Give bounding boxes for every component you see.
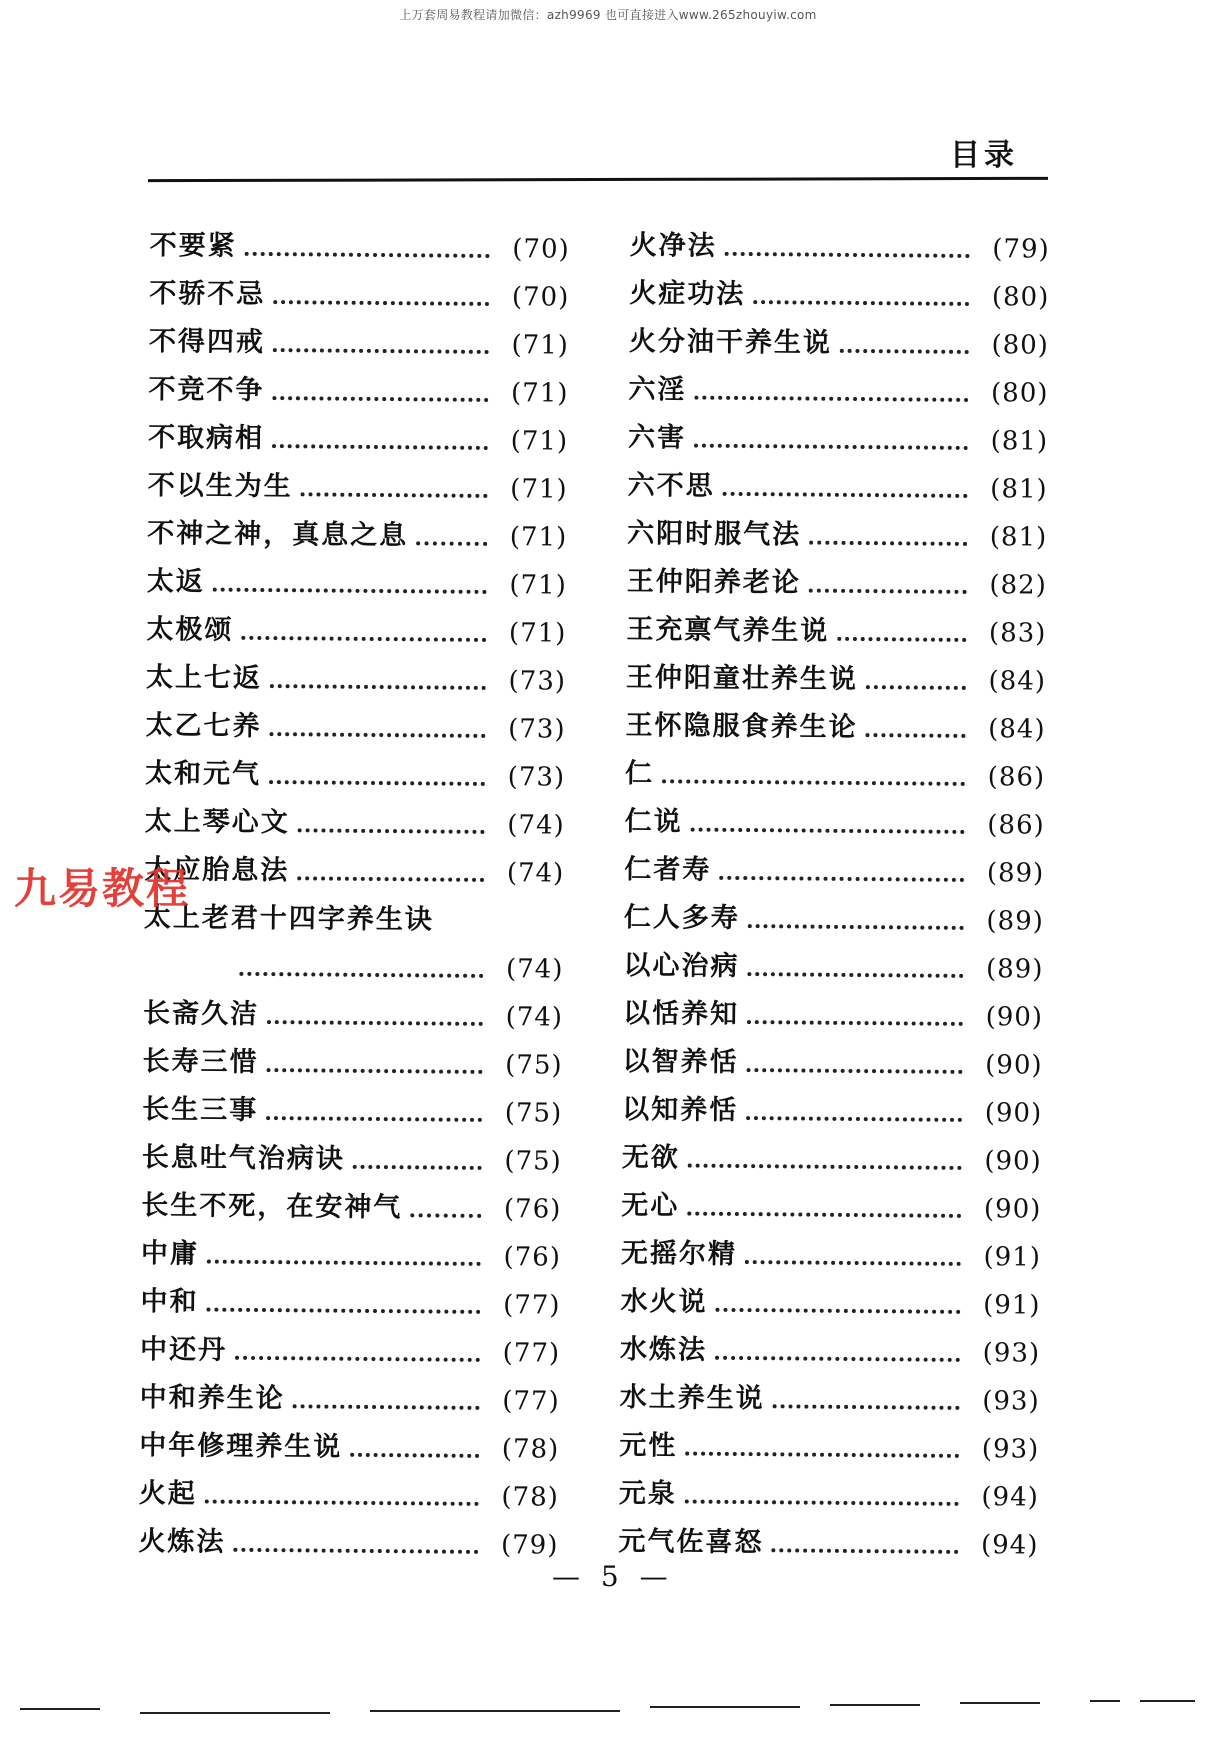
toc-leader-dots [233,1548,478,1554]
toc-entry [142,1080,562,1132]
toc-entry-title: 不骄不忌 [149,277,266,311]
toc-entry [144,888,564,940]
toc-entry [627,456,1047,508]
toc-leader-dots [241,636,486,642]
toc-entry [147,456,567,508]
toc-entry-title: 长生不死，在安神气 [141,1189,403,1224]
toc-entry-page: (75) [504,1146,562,1177]
toc-entry-page: (70) [512,234,570,265]
scan-mark [650,1706,800,1708]
toc-entry [628,360,1048,412]
toc-entry-title: 仁者寿 [624,853,712,886]
toc-entry-page: (80) [991,330,1050,361]
toc-entry [142,1032,562,1084]
toc-left-column [138,216,570,1564]
toc-entry-page: (82) [989,570,1047,601]
toc-entry-title: 无摇尔精 [620,1237,738,1270]
toc-entry-page: (89) [985,954,1044,985]
toc-entry-page: (91) [983,1290,1041,1321]
toc-entry-page: (75) [504,1098,563,1129]
toc-entry-page: (71) [509,570,567,601]
toc-entry-title: 王充禀气养生说 [626,613,830,647]
scan-mark [1140,1700,1195,1702]
toc-leader-dots [691,828,965,834]
toc-leader-dots [747,1068,963,1074]
toc-leader-dots [205,1500,479,1506]
toc-entry-title: 太上七返 [145,661,263,694]
toc-entry-page: (75) [505,1050,563,1081]
scan-mark [830,1704,920,1706]
toc-entry-title: 以知养恬 [622,1093,739,1126]
toc-entry [621,1176,1041,1228]
toc-entry-page: (71) [509,522,568,553]
toc-entry-title: 王仲阳养老论 [626,565,801,599]
toc-leader-dots [269,732,485,738]
toc-entry-page: (94) [981,1482,1039,1513]
toc-leader-dots [771,1548,958,1554]
toc-entry [628,408,1048,460]
toc-entry-title: 太和元气 [144,757,262,790]
toc-leader-dots [273,300,489,306]
scan-mark [20,1708,100,1710]
toc-leader-dots [270,684,486,690]
toc-entry-title: 水火说 [620,1285,708,1318]
page-title: 目录 [950,138,1018,173]
toc-leader-dots [694,396,968,402]
toc-entry-page: (86) [987,762,1046,793]
toc-entry-title: 王仲阳童壮养生说 [625,661,859,696]
toc-leader-dots [837,637,966,642]
toc-entry-title: 元泉 [618,1477,677,1510]
toc-leader-dots [297,876,484,882]
toc-entry [624,888,1044,940]
toc-entry-page: (74) [505,954,564,985]
toc-leader-dots [866,685,966,690]
toc-leader-dots [685,1452,959,1458]
toc-entry-title: 太极颂 [146,613,234,646]
toc-entry-title: 不要紧 [149,229,237,262]
toc-leader-dots [267,1020,483,1026]
toc-entry-title: 六害 [627,421,687,454]
scan-mark [960,1702,1040,1704]
toc-entry-title: 仁 [624,757,655,790]
toc-entry [622,1032,1042,1084]
toc-entry [627,552,1047,604]
toc-entry-title: 以恬养知 [622,997,740,1030]
toc-entry [619,1416,1039,1468]
toc-entry [145,792,565,844]
toc-entry-title: 太上老君十四字养生诀 [143,901,435,936]
toc-entry-title: 仁说 [624,805,683,838]
toc-entry-page: (77) [502,1338,561,1369]
toc-entry-page: (94) [980,1530,1039,1561]
toc-leader-dots [272,444,488,450]
toc-entry [141,1224,561,1276]
toc-entry [140,1272,560,1324]
toc-entry [138,1512,558,1564]
toc-leader-dots [213,588,487,594]
toc-entry-page: (90) [983,1194,1042,1225]
toc-entry [147,504,567,556]
toc-entry-page: (77) [503,1290,561,1321]
toc-leader-dots [207,1260,481,1266]
top-banner: 上万套周易教程请加微信：azh9969 也可直接进入www.265zhouyiw.com [399,8,817,22]
toc-entry-title: 长生三事 [142,1093,259,1126]
toc-entry [146,600,566,652]
toc-entry-page: (89) [986,906,1044,937]
scan-mark [140,1712,330,1714]
toc-entry [140,1368,560,1420]
toc-entry [630,216,1050,268]
toc-leader-dots [809,589,967,594]
toc-entry [144,840,564,892]
toc-entry-title: 以智养恬 [622,1045,739,1078]
toc-leader-dots [206,1308,480,1314]
toc-entry-title: 元气佐喜怒 [618,1525,764,1559]
toc-entry-page: (84) [988,666,1047,697]
toc-entry-page: (74) [507,810,565,841]
page-number: — 5 — [552,1560,674,1593]
toc-entry-title: 中还丹 [139,1333,228,1366]
toc-leader-dots [239,972,483,978]
toc-entry-title: 六不思 [627,469,715,502]
toc-entry [620,1368,1040,1420]
toc-entry [625,744,1045,796]
toc-entry-page: (90) [984,1098,1043,1129]
toc-entry [626,648,1046,700]
toc-leader-dots [353,1165,482,1170]
toc-leader-dots [687,1212,961,1218]
toc-leader-dots [273,348,489,354]
toc-entry [147,552,567,604]
toc-leader-dots [747,1020,963,1026]
toc-entry-title: 太乙七养 [145,709,262,742]
toc-entry-title: 火净法 [629,229,717,262]
toc-leader-dots [719,876,964,882]
toc-entry [141,1176,561,1228]
toc-entry-page: (89) [986,858,1045,889]
toc-leader-dots [267,1068,483,1074]
toc-entry-title: 长息吐气治病诀 [141,1141,345,1175]
toc-entry [149,312,569,364]
toc-entry [146,648,566,700]
toc-entry [624,840,1044,892]
toc-entry-page: (71) [511,330,570,361]
toc-entry-title: 火炼法 [138,1525,226,1558]
toc-leader-dots [753,300,969,306]
toc-entry-title: 太返 [146,565,205,598]
toc-entry-page: (80) [990,378,1049,409]
toc-leader-dots [865,733,965,738]
toc-entry-page: (90) [985,1050,1043,1081]
toc-leader-dots [266,1116,482,1122]
toc-entry [623,984,1043,1036]
toc-entry [619,1464,1039,1516]
toc-entry [623,936,1043,988]
toc-leader-dots [840,349,969,354]
toc-entry [148,408,568,460]
toc-entry-page: (76) [503,1194,562,1225]
toc-entry-page: (81) [990,426,1049,457]
toc-entry-title: 不以生为生 [147,469,293,503]
toc-entry [139,1464,559,1516]
toc-entry-title: 不得四戒 [148,325,266,359]
toc-entry-title: 长寿三惜 [142,1045,259,1078]
toc-leader-dots [350,1453,479,1458]
toc-entry-page: (81) [989,522,1048,553]
toc-entry [143,984,563,1036]
toc-entry-page: (90) [984,1146,1042,1177]
toc-entry-page: (86) [987,810,1045,841]
toc-leader-dots [723,492,968,498]
toc-entry-page: (80) [991,282,1050,313]
toc-leader-dots [662,779,965,786]
toc-entry [629,264,1049,316]
toc-entry-page: (78) [501,1434,560,1465]
toc-right-column [618,216,1050,1564]
toc-entry [618,1512,1038,1564]
toc-entry-page: (84) [988,714,1046,745]
scan-mark [370,1710,620,1712]
toc-entry-title: 太上琴心文 [144,805,290,839]
toc-entry [620,1320,1040,1372]
toc-entry [145,744,565,796]
toc-leader-dots [725,252,970,258]
toc-entry-page: (71) [510,378,569,409]
toc-entry-title: 中和养生论 [139,1381,285,1415]
toc-entry-title: 无心 [621,1189,680,1222]
toc-entry-title: 长斋久洁 [142,997,260,1030]
toc-entry-page: (93) [982,1386,1040,1417]
toc-entry [143,936,563,988]
toc-leader-dots [235,1356,480,1362]
toc-entry-page: (70) [511,282,570,313]
toc-entry [142,1128,562,1180]
toc-entry-title: 六淫 [628,373,687,406]
toc-entry [148,360,568,412]
toc-entry-title: 仁人多寿 [623,901,741,934]
toc-leader-dots [748,924,964,930]
toc-entry-title: 以心治病 [623,949,740,982]
watermark: 九易教程 [14,864,191,913]
toc-leader-dots [746,1116,962,1122]
toc-entry-page: (74) [505,1002,564,1033]
toc-entry [145,696,565,748]
toc-entry-page: (93) [981,1434,1040,1465]
toc-leader-dots [809,541,967,546]
toc-leader-dots [694,444,968,450]
toc-entry-title: 中庸 [140,1237,200,1270]
toc-entry-page: (71) [510,426,569,457]
toc-entry-page: (79) [500,1530,559,1561]
toc-entry [140,1320,560,1372]
toc-entry [139,1416,559,1468]
toc-entry-page: (83) [988,618,1047,649]
toc-leader-dots [685,1500,959,1506]
toc-entry [626,600,1046,652]
toc-leader-dots [245,252,490,258]
toc-leader-dots [688,1164,962,1170]
toc-entry-title: 火症功法 [629,277,746,311]
toc-entry-title: 中和 [140,1285,199,1318]
toc-leader-dots [293,1404,480,1410]
toc-entry-page: (91) [983,1242,1042,1273]
toc-leader-dots [745,1260,961,1266]
toc-entry-page: (93) [982,1338,1041,1369]
toc-entry-title: 不竞不争 [148,373,265,407]
toc-entry-page: (71) [508,618,567,649]
toc-entry-page: (79) [992,234,1050,265]
toc-entry-page: (73) [508,714,566,745]
toc-entry-page: (76) [503,1242,562,1273]
toc-leader-dots [747,972,963,978]
toc-entry [620,1272,1040,1324]
toc-entry-page: (77) [502,1386,560,1417]
toc-entry-title: 太应胎息法 [144,853,290,887]
toc-leader-dots [272,396,488,402]
toc-leader-dots [773,1404,960,1410]
toc-entry [150,216,570,268]
toc-entry-page: (74) [506,858,565,889]
toc-entry-title: 元性 [619,1429,678,1462]
toc-entry-title: 无欲 [621,1141,680,1174]
toc-entry-page: (78) [501,1482,559,1513]
toc-entry [625,792,1045,844]
toc-leader-dots [715,1356,960,1362]
toc-entry [622,1080,1042,1132]
toc-entry-title: 水土养生说 [619,1381,765,1415]
toc-entry-title: 火起 [138,1477,197,1510]
toc-entry-title: 水炼法 [619,1333,708,1366]
toc-entry [622,1128,1042,1180]
toc-entry-title: 王怀隐服食养生论 [625,709,858,744]
toc-entry-title: 中年修理养生说 [139,1429,343,1463]
toc-entry-title: 六阳时服气法 [627,517,802,551]
toc-entry-page: (73) [508,666,567,697]
toc-leader-dots [298,828,485,834]
toc-entry [149,264,569,316]
toc-entry-page: (81) [990,474,1048,505]
toc-entry-page: (90) [985,1002,1044,1033]
toc-entry-page: (73) [507,762,566,793]
toc-entry [625,696,1045,748]
toc-leader-dots [416,541,487,546]
toc-leader-dots [269,780,485,786]
toc-entry [629,312,1049,364]
toc-entry [621,1224,1041,1276]
header-rule [148,177,1048,182]
toc-entry [627,504,1047,556]
toc-entry-title: 不神之神，真息之息 [147,517,409,552]
toc-leader-dots [410,1213,481,1218]
toc-entry-title: 火分油干养生说 [628,325,833,359]
toc-entry-page: (71) [510,474,568,505]
toc-leader-dots [301,492,488,498]
toc-leader-dots [715,1308,960,1314]
toc-entry-title: 不取病相 [147,421,265,455]
scan-mark [1090,1700,1120,1702]
